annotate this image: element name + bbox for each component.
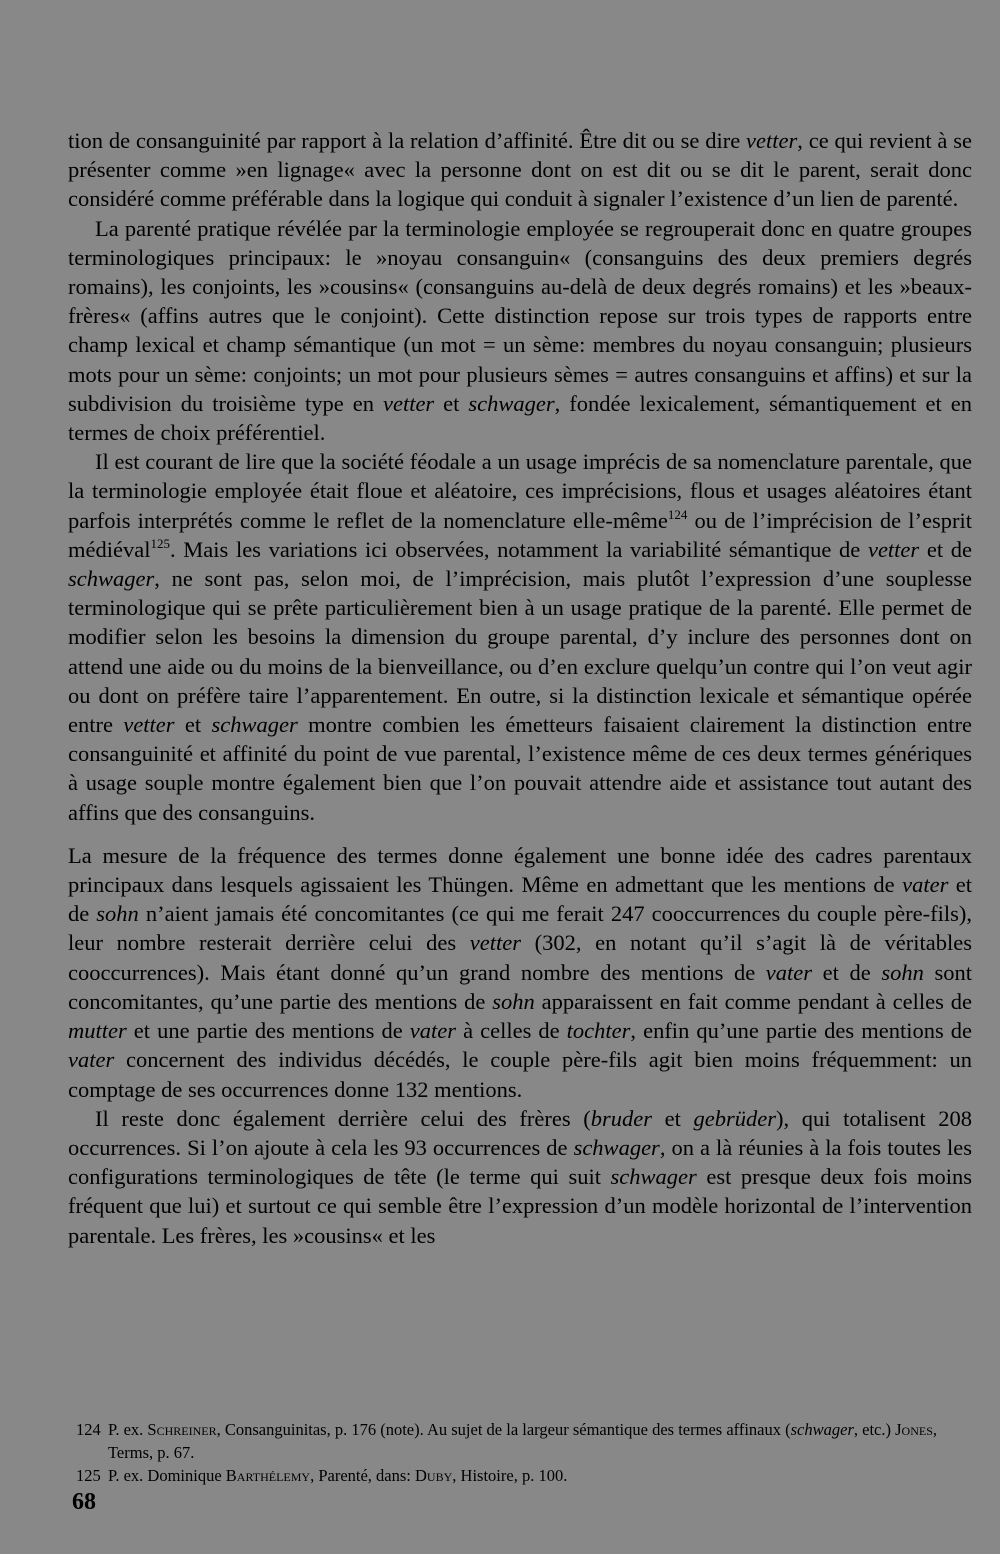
text-run: et [174, 712, 212, 738]
italic-term: vetter [867, 536, 920, 562]
italic-term: bruder [590, 1105, 653, 1131]
paragraph [68, 214, 972, 448]
text-run: , enfin qu’une partie des mentions de [630, 1018, 972, 1044]
text-run: concernent des individus décédés, le couple père-fils agit bien moins fréquemment: un comptage de ses occurrences donne 132 mentions. [68, 1047, 972, 1102]
italic-term: vetter [382, 390, 435, 416]
italic-term: sohn [881, 959, 924, 985]
text-run: , Parenté, dans: [310, 1466, 416, 1485]
footnote [76, 1418, 976, 1464]
text-run: , ne sont pas, selon moi, de l’imprécision, mais plutôt l’expression d’une souplesse terminologique qui se prête particulièrement bien à un usage pratique de la parenté. Elle permet de modifier selon les besoins la dimension du groupe parental, d’y inclure des personnes dont on attend une aide ou du moins de la bienveillance, ou d’en exclure quelqu’un contre qui l’on veut agir ou dont on préfère taire l’apparentement. En outre, si la distinction lexicale et sémantique opérée entre [68, 566, 972, 738]
text-run: Il reste donc également derrière celui des frères ( [95, 1105, 591, 1131]
paragraph [68, 126, 972, 214]
text-run: apparaissent en fait comme pendant à celles de [534, 988, 972, 1014]
body-text [68, 126, 972, 1250]
text-run: , on a là réunies à la fois toutes les configurations terminologiques de tête (le terme qui suit [68, 1134, 972, 1190]
footnotes [76, 1418, 976, 1487]
italic-term: vater [765, 959, 813, 985]
italic-term: vater [902, 872, 949, 898]
text-run: . Mais les variations ici observées, notamment la variabilité sémantique de [169, 536, 868, 562]
text-run: , etc.) [853, 1420, 896, 1439]
text-run: et de [68, 872, 972, 927]
text-run: et de [812, 959, 882, 985]
text-run: La parenté pratique révélée par la terminologie employée se regrouperait donc en quatre groupes terminologiques principaux: le »noyau consanguin« (consanguins des deux premiers degrés romains), les conjoints, les »cousins« (consanguins au-delà de deux degrés romains) et les »beaux-frères« (affins autres que le conjoint). Cette distinction repose sur trois types de rapports entre champ lexical et champ sémantique (un mot = un sème: membres du noyau consanguin; plusieurs mots pour un sème: conjoints; un mot pour plusieurs sèmes = autres consanguins et affins) et sur la subdivision du troisième type en [68, 215, 972, 416]
text-run: Il est courant de lire que la société féodale a un usage imprécis de sa nomenclature parentale, que la terminologie employée était floue et aléatoire, ces imprécisions, flous et usages aléatoires étant parfois interprétés comme le reflet de la nomenclature elle-même [68, 449, 972, 533]
italic-term: vetter [746, 128, 798, 153]
text-run: , fondée lexicalement, sémantiquement et en termes de choix préférentiel. [68, 390, 972, 446]
author-name: Barthélemy [225, 1466, 311, 1485]
italic-term: schwager [573, 1134, 660, 1160]
text-run: P. ex. Dominique [108, 1466, 226, 1485]
italic-term: schwager [211, 712, 298, 738]
author-name: Schreiner [147, 1420, 217, 1439]
footnote-reference: 125 [150, 535, 170, 551]
text-run: (302, en notant qu’il s’agit là de véritables cooccurrences). Mais étant donné qu’un grand nombre des mentions de [68, 930, 972, 985]
text-run: à celles de [456, 1018, 567, 1044]
italic-term: gebrüder [693, 1105, 777, 1131]
footnote [76, 1464, 976, 1487]
author-name: Duby [415, 1466, 453, 1485]
text-run: , Consanguinitas, p. 176 (note). Au sujet de la largeur sémantique des termes affinaux ( [216, 1420, 791, 1439]
text-run: et [652, 1105, 694, 1131]
italic-term: schwager [468, 390, 555, 416]
text-run: et [434, 390, 469, 416]
text-run: , Terms, p. 67. [108, 1420, 937, 1462]
italic-term: vetter [469, 930, 521, 956]
italic-term: schwager [790, 1420, 854, 1439]
paragraph [68, 841, 972, 1104]
italic-term: vater [409, 1018, 457, 1044]
italic-term: sohn [492, 988, 535, 1014]
text-run: ou de l’imprécision de l’esprit médiéval [68, 507, 972, 562]
text-run: , ce qui revient à se présenter comme »en lignage« avec la personne dont on est dit ou se dit le parent, serait donc considéré comme préférable dans la logique qui conduit à signaler l’existence d’un lien de parenté. [68, 128, 973, 212]
italic-term: mutter [68, 1018, 127, 1044]
text-run: tion de consanguinité par rapport à la relation d’affinité. Être dit ou se dire [68, 128, 747, 153]
italic-term: vater [68, 1047, 115, 1073]
text-run: et une partie des mentions de [126, 1018, 410, 1044]
italic-term: schwager [610, 1164, 697, 1190]
footnote-number: 125 [76, 1466, 101, 1485]
text-run: P. ex. [108, 1420, 148, 1439]
text-run: et de [919, 536, 972, 562]
paragraph [68, 1104, 972, 1250]
text-run: ), qui totalisent 208 occurrences. Si l’on ajoute à cela les 93 occurrences de [68, 1105, 972, 1160]
page-number: 68 [72, 1489, 96, 1515]
text-run: sont concomitantes, qu’une partie des mentions de [68, 959, 972, 1014]
text-run: montre combien les émetteurs faisaient clairement la distinction entre consanguinité et affinité du point de vue parental, l’existence même de ces deux termes génériques à usage souple montre également bien que l’on pouvait attendre aide et assistance tout autant des affins que des consanguins. [68, 712, 972, 825]
italic-term: tochter [566, 1018, 631, 1044]
text-run: n’aient jamais été concomitantes (ce qui me ferait 247 cooccurrences du couple père-fils), leur nombre resterait derrière celui des [68, 901, 972, 956]
italic-term: vetter [123, 712, 175, 738]
italic-term: sohn [96, 901, 139, 927]
italic-term: schwager [68, 566, 155, 592]
footnote-reference: 124 [667, 506, 688, 522]
text-run: , Histoire, p. 100. [452, 1466, 568, 1485]
text-run: est presque deux fois moins fréquent que lui) et surtout ce qui semble être l’expression d’un modèle horizontal de l’intervention parentale. Les frères, les »cousins« et les [68, 1164, 972, 1248]
paragraph [68, 447, 972, 827]
author-name: Jones [895, 1420, 933, 1439]
text-run: La mesure de la fréquence des termes donne également une bonne idée des cadres parentaux principaux dans lesquels agissaient les Thüngen. Même en admettant que les mentions de [68, 842, 972, 898]
footnote-number: 124 [76, 1420, 101, 1439]
